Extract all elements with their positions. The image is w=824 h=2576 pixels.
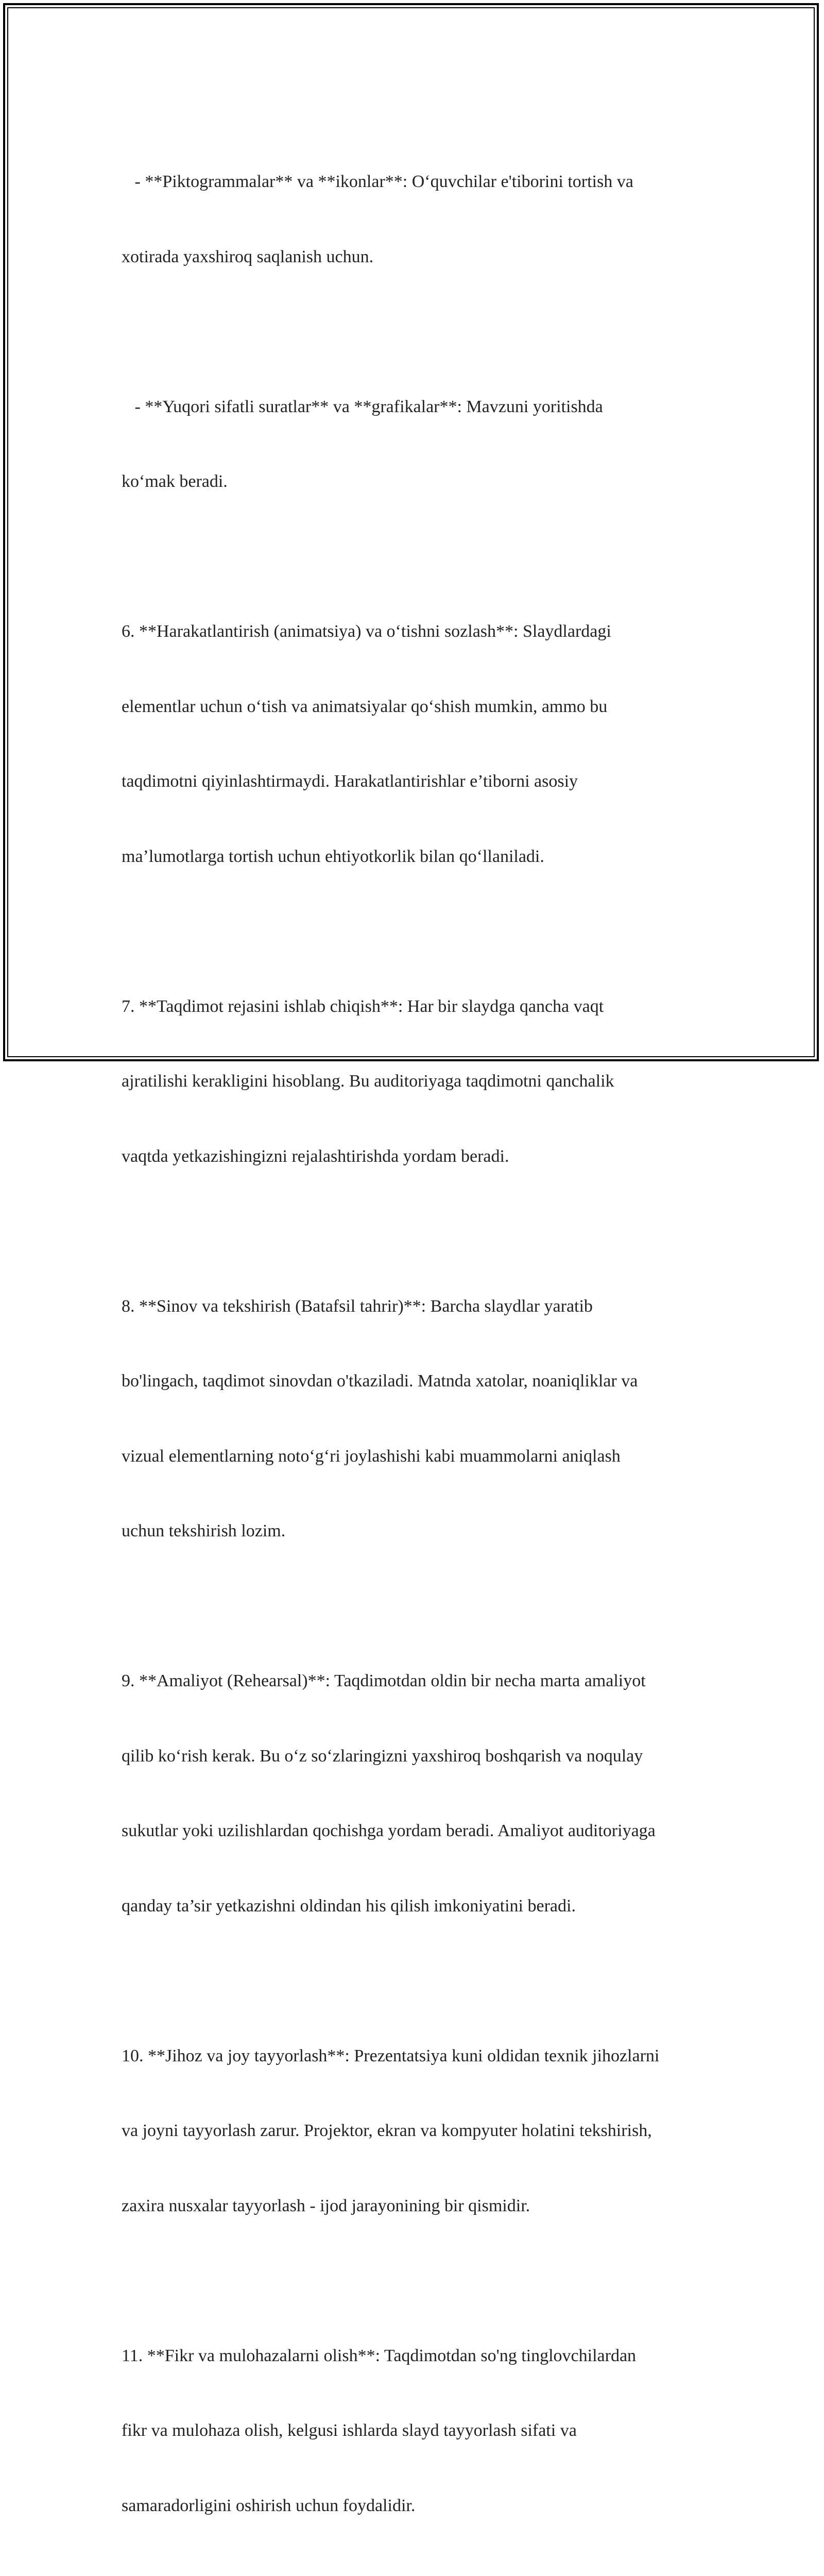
text-line: zaxira nusxalar tayyorlash - ijod jarayonining bir qismidir. bbox=[122, 2196, 530, 2215]
text-line: qilib ko‘rish kerak. Bu o‘z so‘zlaringizni yaxshiroq boshqarish va noqulay bbox=[122, 1746, 643, 1766]
text-line: - **Yuqori sifatli suratlar** va **grafikalar**: Mavzuni yoritishda bbox=[122, 397, 603, 416]
text-line: 10. **Jihoz va joy tayyorlash**: Prezentatsiya kuni oldidan texnik jihozlarni bbox=[122, 2046, 660, 2065]
paragraph-item-11 bbox=[122, 2294, 719, 2569]
text-line: va joyni tayyorlash zarur. Projektor, ekran va kompyuter holatini tekshirish, bbox=[122, 2121, 652, 2140]
text-line: samaradorligini oshirish uchun foydalidir. bbox=[122, 2496, 416, 2515]
text-line: taqdimotni qiyinlashtirmaydi. Harakatlantirishlar e’tiborni asosiy bbox=[122, 772, 578, 791]
text-line: xotirada yaxshiroq saqlanish uchun. bbox=[122, 247, 374, 266]
text-line: ma’lumotlarga tortish uchun ehtiyotkorlik bilan qo‘llaniladi. bbox=[122, 846, 544, 866]
text-line: 7. **Taqdimot rejasini ishlab chiqish**: Har bir slaydga qancha vaqt bbox=[122, 996, 604, 1016]
text-line: fikr va mulohaza olish, kelgusi ishlarda slayd tayyorlash sifati va bbox=[122, 2421, 577, 2440]
text-line: elementlar uchun o‘tish va animatsiyalar qo‘shish mumkin, ammo bu bbox=[122, 697, 608, 716]
paragraph-item-10 bbox=[122, 1994, 719, 2269]
text-line: vizual elementlarning noto‘g‘ri joylashishi kabi muammolarni aniqlash bbox=[122, 1446, 621, 1466]
text-line: - **Piktogrammalar** va **ikonlar**: O‘quvchilar e'tiborini tortish va bbox=[122, 172, 633, 191]
paragraph-suratlar bbox=[122, 345, 719, 545]
text-line: 11. **Fikr va mulohazalarni olish**: Taqdimotdan so'ng tinglovchilardan bbox=[122, 2346, 637, 2365]
text-line: uchun tekshirish lozim. bbox=[122, 1521, 286, 1540]
text-line: 9. **Amaliyot (Rehearsal)**: Taqdimotdan oldin bir necha marta amaliyot bbox=[122, 1671, 646, 1690]
text-line: bo'lingach, taqdimot sinovdan o'tkaziladi. Matnda xatolar, noaniqliklar va bbox=[122, 1371, 638, 1391]
text-line: sukutlar yoki uzilishlardan qochishga yordam beradi. Amaliyot auditoriyaga bbox=[122, 1821, 656, 1840]
paragraph-item-9 bbox=[122, 1619, 719, 1969]
paragraph-item-8 bbox=[122, 1244, 719, 1594]
text-line: ajratilishi kerakligini hisoblang. Bu auditoriyaga taqdimotni qanchalik bbox=[122, 1072, 614, 1091]
document-body bbox=[122, 120, 719, 2576]
paragraph-item-7 bbox=[122, 944, 719, 1219]
text-line: 6. **Harakatlantirish (animatsiya) va o‘tishni sozlash**: Slaydlardagi bbox=[122, 622, 611, 641]
paragraph-item-6 bbox=[122, 569, 719, 919]
text-line: 8. **Sinov va tekshirish (Batafsil tahrir)**: Barcha slaydlar yaratib bbox=[122, 1296, 593, 1316]
text-line: vaqtda yetkazishingizni rejalashtirishda yordam beradi. bbox=[122, 1146, 509, 1166]
text-line: qanday ta’sir yetkazishni oldindan his qilish imkoniyatini beradi. bbox=[122, 1896, 576, 1916]
paragraph-piktogrammalar bbox=[122, 120, 719, 319]
text-line: ko‘mak beradi. bbox=[122, 472, 228, 491]
